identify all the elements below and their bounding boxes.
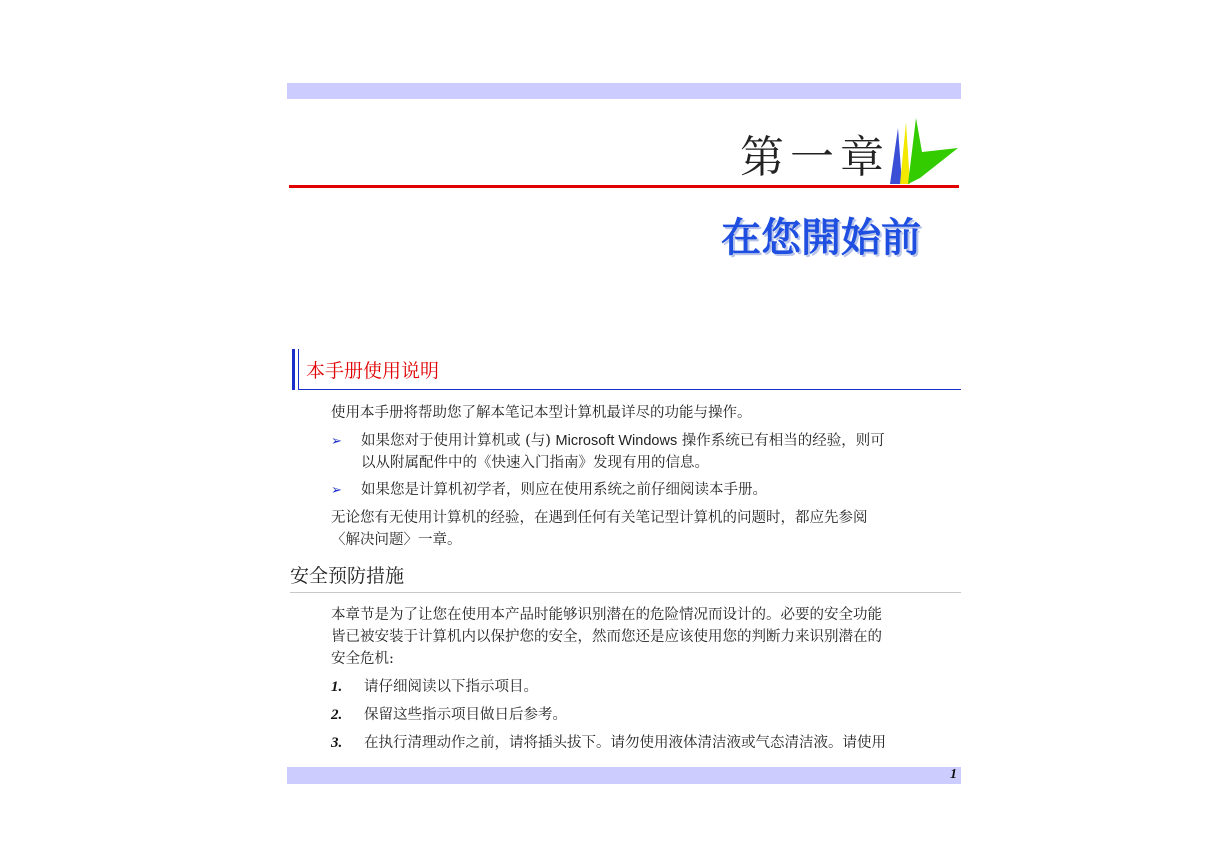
bullet-item [331, 479, 342, 502]
bullet1-line1-prefix: 如果您对于使用计算机或 (与) [361, 433, 556, 449]
header-band [287, 83, 961, 99]
brand-name: Microsoft Windows [555, 433, 678, 449]
list-item-number: 2. [331, 707, 343, 723]
section-marker-bar-thin [298, 349, 299, 390]
chapter-rule [289, 185, 959, 188]
list-item-text: 在执行清理动作之前，请将插头拔下。请勿使用液体清洁液或气态清洁液。请使用 [364, 735, 886, 751]
list-item-number: 1. [331, 679, 343, 695]
section-underline [298, 389, 961, 390]
section2-para-line1: 本章节是为了让您在使用本产品时能够识别潜在的危险情况而设计的。必要的安全功能 [331, 607, 882, 623]
section1-closing-line1: 无论您有无使用计算机的经验，在遇到任何有关笔记型计算机的问题时，都应先参阅 [331, 510, 868, 526]
arrowhead-bullet-icon: ➢ [331, 483, 342, 498]
bullet1-line2: 以从附属配件中的《快速入门指南》发现有用的信息。 [361, 455, 709, 471]
bullet1-line1-suffix: 操作系统已有相当的经验，则可 [677, 433, 885, 449]
section-marker-bar [292, 349, 295, 390]
chapter-title: 在您開始前 [721, 215, 921, 261]
section2-para-line2: 皆已被安装于计算机内以保护您的安全，然而您还是应该使用您的判断力来识别潜在的 [331, 629, 882, 645]
section-underline [290, 592, 961, 593]
chapter-label: 第一章 [740, 132, 890, 183]
section1-closing-line2: 〈解决问题〉一章。 [331, 532, 462, 548]
bullet-item [331, 430, 342, 453]
list-item-number: 3. [331, 735, 343, 751]
section-title-manual-usage: 本手册使用说明 [306, 360, 440, 382]
list-item-text: 保留这些指示项目做日后参考。 [364, 707, 567, 723]
bullet2-line1: 如果您是计算机初学者，则应在使用系统之前仔细阅读本手册。 [361, 482, 767, 498]
list-item-text: 请仔细阅读以下指示项目。 [364, 679, 538, 695]
bullet-item-text [361, 430, 885, 452]
section1-intro: 使用本手册将帮助您了解本笔记本型计算机最详尽的功能与操作。 [331, 405, 752, 421]
arrowhead-bullet-icon: ➢ [331, 434, 342, 449]
tricolor-flags-logo-icon [884, 118, 960, 188]
section2-para-line3: 安全危机: [331, 651, 394, 667]
page-number: 1 [950, 767, 957, 782]
footer-band [287, 767, 961, 784]
section-title-safety: 安全预防措施 [290, 565, 405, 587]
